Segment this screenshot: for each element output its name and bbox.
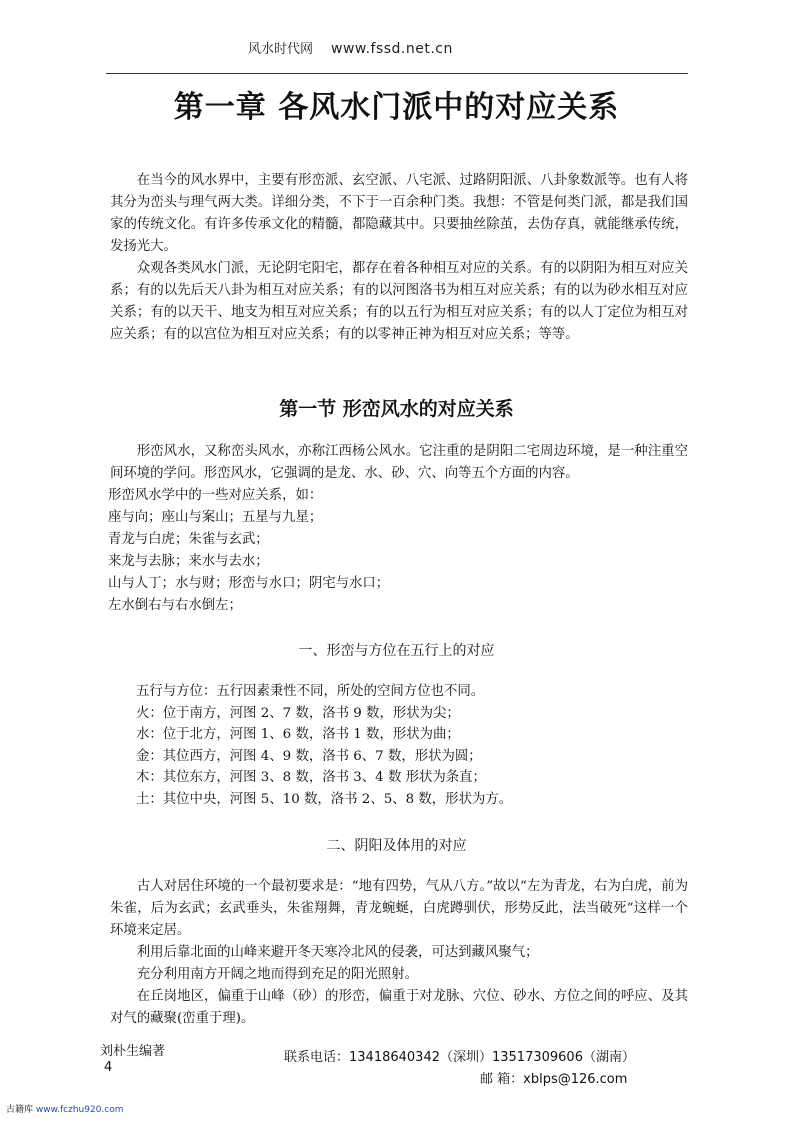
list-item: 左水倒右与右水倒左； xyxy=(108,598,242,613)
subsection-title-2: 二、阴阳及体用的对应 xyxy=(326,838,467,854)
subsection-title-1: 一、形峦与方位在五行上的对应 xyxy=(298,643,495,659)
intro-paragraph-2: 众观各类风水门派，无论阴宅阳宅，都存在着各种相互对应的关系。有的以阴阳为相互对应关系；有的以先后天八卦为相互对应关系；有的以河图洛书为相互对应关系；有的以为砂水相互对应关系；有的以天干、地支为相互对应关系；有的以五行为相互对应关系；有的以人丁定位为相互对应关系；有的以宫位为相互对应关系；有的以零神正神为相互对应关系；等等。 xyxy=(110,261,688,342)
section-list xyxy=(108,485,688,617)
source-label: 古籍库 xyxy=(6,1105,34,1115)
header-rule xyxy=(106,73,688,74)
list-item: 木：其位东方，河图 3、8 数，洛书 3、4 数 形状为条直； xyxy=(136,770,486,785)
header-site-name: 风水时代网 xyxy=(248,42,314,57)
list-item: 火：位于南方，河图 2、7 数，洛书 9 数，形状为尖； xyxy=(136,705,460,721)
list-item: 土：其位中央，河图 5、10 数，洛书 2、5、8 数，形状为方。 xyxy=(136,791,513,807)
section-title: 第一节 形峦风水的对应关系 xyxy=(279,398,514,420)
header-url[interactable]: www.fssd.net.cn xyxy=(331,41,453,57)
subsection-paragraph-3: 充分利用南方开阔之地而得到充足的阳光照射。 xyxy=(136,967,418,982)
list-item: 青龙与白虎；朱雀与玄武； xyxy=(108,532,269,547)
list-item: 金：其位西方，河图 4、9 数，洛书 6、7 数，形状为圆； xyxy=(136,748,482,764)
subsection-paragraph-1: 古人对居住环境的一个最初要求是：“地有四势，气从八方。”故以“左为青龙，右为白虎，前为朱雀，后为玄武；玄武垂头，朱雀翔舞，青龙蜿蜒，白虎蹲驯伏，形势反此，法当破死”这样一个环境来定居。 xyxy=(110,879,688,938)
page-header xyxy=(248,38,453,57)
source-site[interactable]: www.fczhu920.com xyxy=(35,1105,124,1115)
list-item: 水：位于北方，河图 1、6 数，洛书 1 数，形状为曲； xyxy=(136,727,460,742)
list-item: 山与人丁；水与财；形峦与水口；阴宅与水口； xyxy=(108,576,390,591)
list-item: 形峦风水学中的一些对应关系，如： xyxy=(108,488,323,503)
subsection-paragraph-4: 在丘岗地区，偏重于山峰（砂）的形峦，偏重于对龙脉、穴位、砂水、方位之间的呼应、及其对气的藏聚(峦重于理)。 xyxy=(110,989,688,1026)
list-item: 座与向；座山与案山；五星与九星； xyxy=(108,510,323,525)
source-watermark xyxy=(6,1102,124,1115)
page-number: 4 xyxy=(104,1060,113,1075)
footer-email[interactable]: 邮 箱：xblps@126.com xyxy=(480,1072,628,1087)
footer-author: 刘朴生编著 xyxy=(100,1044,166,1059)
list-item: 五行与方位：五行因素秉性不同，所处的空间方位也不同。 xyxy=(136,684,485,699)
subsection-paragraph-2: 利用后靠北面的山峰来避开冬天寒冷北风的侵袭，可达到藏风聚气； xyxy=(136,945,539,960)
list-item: 来龙与去脉；来水与去水； xyxy=(108,554,269,569)
wuxing-list xyxy=(136,681,716,810)
chapter-title: 第一章 各风水门派中的对应关系 xyxy=(173,90,620,125)
section-paragraph: 形峦风水，又称峦头风水，亦称江西杨公风水。它注重的是阴阳二宅周边环境，是一种注重空间环境的学问。形峦风水，它强调的是龙、水、砂、穴、向等五个方面的内容。 xyxy=(110,444,688,481)
footer-contact: 联系电话：13418640342（深圳）13517309606（湖南） xyxy=(284,1050,635,1065)
intro-paragraph-1: 在当今的风水界中，主要有形峦派、玄空派、八宅派、过路阴阳派、八卦象数派等。也有人将其分为峦头与理气两大类。详细分类，不下于一百余种门类。我想：不管是何类门派，都是我们国家的传统文化。有许多传承文化的精髓，都隐藏其中。只要抽丝除茧，去伪存真，就能继承传统，发扬光大。 xyxy=(110,173,688,254)
